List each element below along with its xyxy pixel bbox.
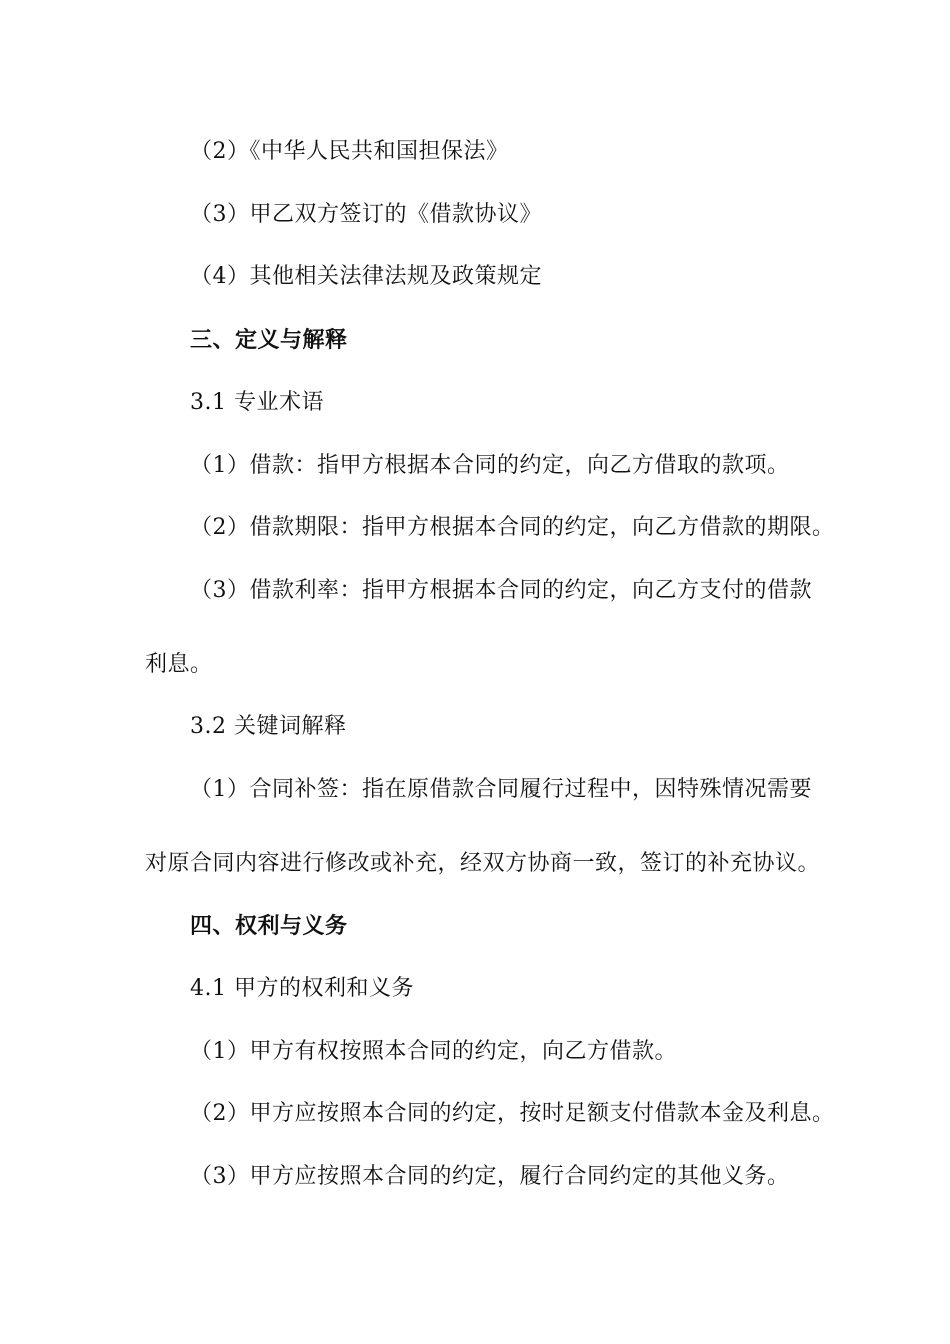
basis-item-2: （2）《中华人民共和国担保法》 (190, 139, 509, 164)
definition-item-3-continued: 利息。 (145, 652, 213, 677)
party-a-item-2: （2）甲方应按照本合同的约定，按时足额支付借款本金及利息。 (190, 1101, 835, 1126)
basis-item-4: （4）其他相关法律法规及政策规定 (190, 264, 542, 289)
party-a-item-1: （1）甲方有权按照本合同的约定，向乙方借款。 (190, 1039, 677, 1064)
definition-item-1: （1）借款：指甲方根据本合同的约定，向乙方借取的款项。 (190, 453, 790, 478)
keyword-item-1: （1）合同补签：指在原借款合同履行过程中，因特殊情况需要 (190, 777, 812, 802)
definition-item-2: （2）借款期限：指甲方根据本合同的约定，向乙方借款的期限。 (190, 515, 835, 540)
definition-item-3: （3）借款利率：指甲方根据本合同的约定，向乙方支付的借款 (190, 578, 812, 603)
keyword-item-1-continued: 对原合同内容进行修改或补充，经双方协商一致，签订的补充协议。 (145, 851, 821, 876)
section-heading-3: 三、定义与解释 (190, 327, 348, 353)
section-heading-4: 四、权利与义务 (190, 913, 348, 939)
basis-item-3: （3）甲乙双方签订的《借款协议》 (190, 202, 542, 227)
subsection-heading-3-1: 3.1 专业术语 (190, 390, 324, 415)
subsection-heading-3-2: 3.2 关键词解释 (190, 714, 347, 739)
party-a-item-3: （3）甲方应按照本合同的约定，履行合同约定的其他义务。 (190, 1164, 790, 1189)
subsection-heading-4-1: 4.1 甲方的权利和义务 (190, 976, 414, 1001)
